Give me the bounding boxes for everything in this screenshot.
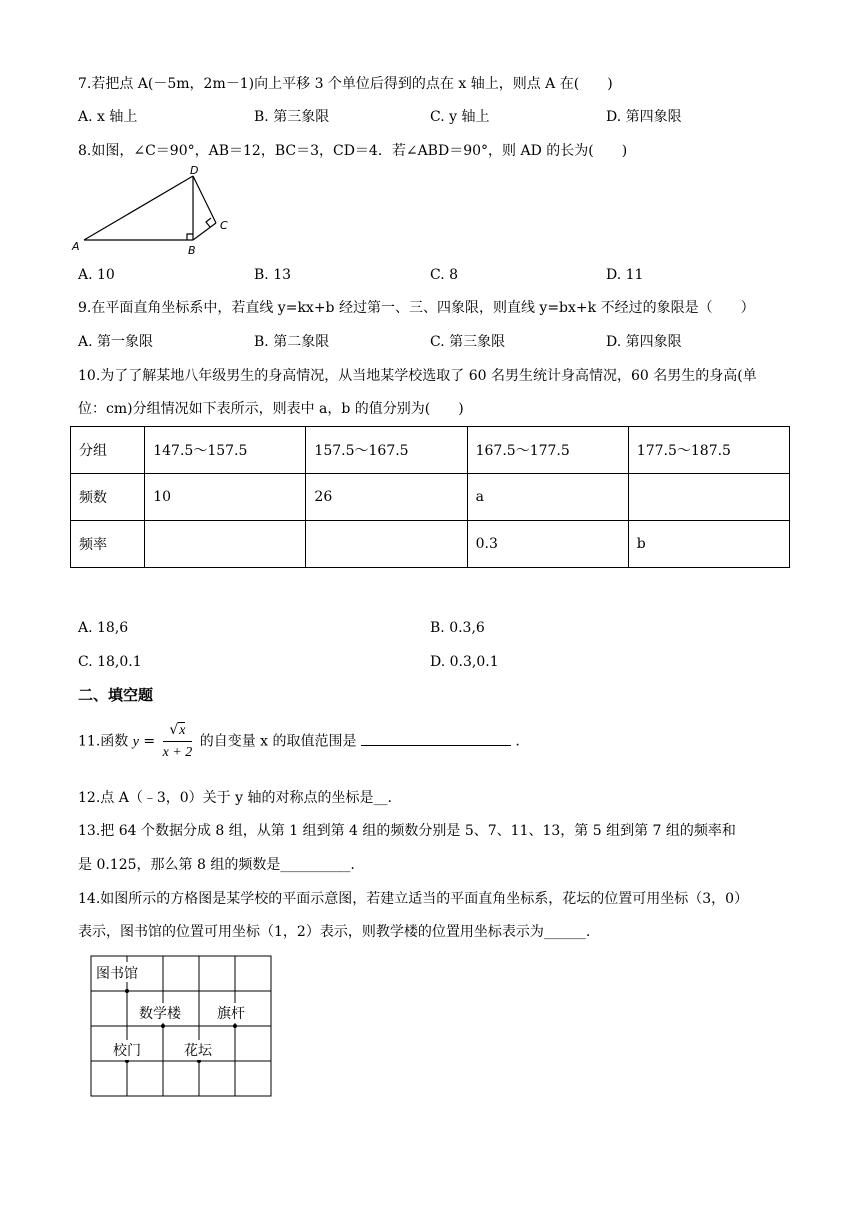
- q7-option-d: D. 第四象限: [606, 109, 682, 125]
- q10-stem-line2: 位：cm)分组情况如下表所示，则表中 a，b 的值分别为( ): [78, 401, 464, 417]
- q14-line1: 14.如图所示的方格图是某学校的平面示意图，若建立适当的平面直角坐标系，花坛的位置可用坐标（3，0）: [78, 891, 749, 907]
- table-cell: [145, 521, 306, 568]
- q8-label-b: B: [188, 244, 196, 257]
- q9-option-c: C. 第三象限: [430, 334, 506, 350]
- table-cell: 频数: [71, 474, 145, 521]
- table-cell: 分组: [71, 427, 145, 474]
- q11-line: [78, 720, 520, 763]
- table-row: [71, 427, 790, 474]
- table-cell: 26: [306, 474, 467, 521]
- q7-option-a: A. x 轴上: [78, 109, 138, 125]
- q8-option-d: D. 11: [606, 267, 644, 283]
- q8-label-a: A: [72, 240, 80, 253]
- table-cell: 167.5～177.5: [467, 427, 628, 474]
- q11-answer-blank[interactable]: [361, 745, 511, 746]
- q11-numerator: x: [179, 723, 186, 738]
- q9-option-b: B. 第二象限: [254, 334, 330, 350]
- q13-line2: 是 0.125，那么第 8 组的频数是__________.: [78, 857, 355, 873]
- q10-option-c: C. 18,0.1: [78, 654, 142, 670]
- q11-fraction: $\frac{√x}{x + 2}$: [162, 722, 193, 760]
- q12-stem: 12.点 A（﹣3，0）关于 y 轴的对称点的坐标是__.: [78, 790, 392, 806]
- grid-label-library: 图书馆: [96, 966, 138, 982]
- q8-label-d: D: [190, 164, 199, 177]
- grid-label-garden: 花坛: [184, 1043, 212, 1059]
- q11-y: y: [132, 734, 139, 750]
- table-cell: 157.5～167.5: [306, 427, 467, 474]
- q10-stem-line1: 10.为了了解某地八年级男生的身高情况，从当地某学校选取了 60 名男生统计身高情况，60 名男生的身高(单: [78, 368, 757, 384]
- q11-suffix: 的自变量 x 的取值范围是: [199, 733, 357, 750]
- q10-option-b: B. 0.3,6: [430, 620, 485, 636]
- table-cell: 147.5～157.5: [145, 427, 306, 474]
- q8-triangle-figure: [70, 162, 240, 258]
- q14-line2: 表示，图书馆的位置可用坐标（1，2）表示，则教学楼的位置用坐标表示为______.: [78, 924, 591, 940]
- table-cell: 177.5～187.5: [628, 427, 789, 474]
- q11-end: .: [515, 733, 520, 750]
- q7-option-b: B. 第三象限: [254, 109, 330, 125]
- q11-prefix: 11.函数: [78, 733, 129, 750]
- grid-label-flagpole: 旗杆: [217, 1006, 245, 1022]
- q8-stem: 8.如图，∠C＝90°，AB＝12，BC＝3，CD＝4．若∠ABD＝90°，则 AD 的长为( ): [78, 143, 628, 159]
- q11-eq: =: [143, 733, 156, 750]
- table-cell: [306, 521, 467, 568]
- q8-option-c: C. 8: [430, 267, 459, 283]
- frequency-table: [70, 426, 790, 568]
- grid-label-gate: 校门: [113, 1043, 141, 1059]
- table-row: [71, 474, 790, 521]
- q13-line1: 13.把 64 个数据分成 8 组，从第 1 组到第 4 组的频数分别是 5、7、11、13，第 5 组到第 7 组的频率和: [78, 823, 736, 839]
- q8-option-b: B. 13: [254, 267, 292, 283]
- q14-school-grid: [88, 953, 278, 1101]
- q7-option-c: C. y 轴上: [430, 109, 490, 125]
- table-cell: a: [467, 474, 628, 521]
- q9-stem: 9.在平面直角坐标系中，若直线 y=kx+b 经过第一、三、四象限，则直线 y=bx+k 不经过的象限是（ ）: [78, 300, 755, 316]
- q10-option-a: A. 18,6: [78, 620, 129, 636]
- q8-label-c: C: [220, 219, 228, 232]
- q9-option-d: D. 第四象限: [606, 334, 682, 350]
- q8-option-a: A. 10: [78, 267, 115, 283]
- table-cell: b: [628, 521, 789, 568]
- table-cell: [628, 474, 789, 521]
- q11-denominator: x + 2: [162, 745, 193, 760]
- table-cell: 0.3: [467, 521, 628, 568]
- table-cell: 10: [145, 474, 306, 521]
- q10-option-d: D. 0.3,0.1: [430, 654, 499, 670]
- table-row: [71, 521, 790, 568]
- section-heading: 二、填空题: [78, 686, 154, 704]
- grid-label-teaching-building: 数学楼: [139, 1006, 181, 1022]
- table-cell: 频率: [71, 521, 145, 568]
- q9-option-a: A. 第一象限: [78, 334, 154, 350]
- q7-stem: 7.若把点 A(－5m，2m－1)向上平移 3 个单位后得到的点在 x 轴上，则点 A 在( ): [78, 76, 613, 92]
